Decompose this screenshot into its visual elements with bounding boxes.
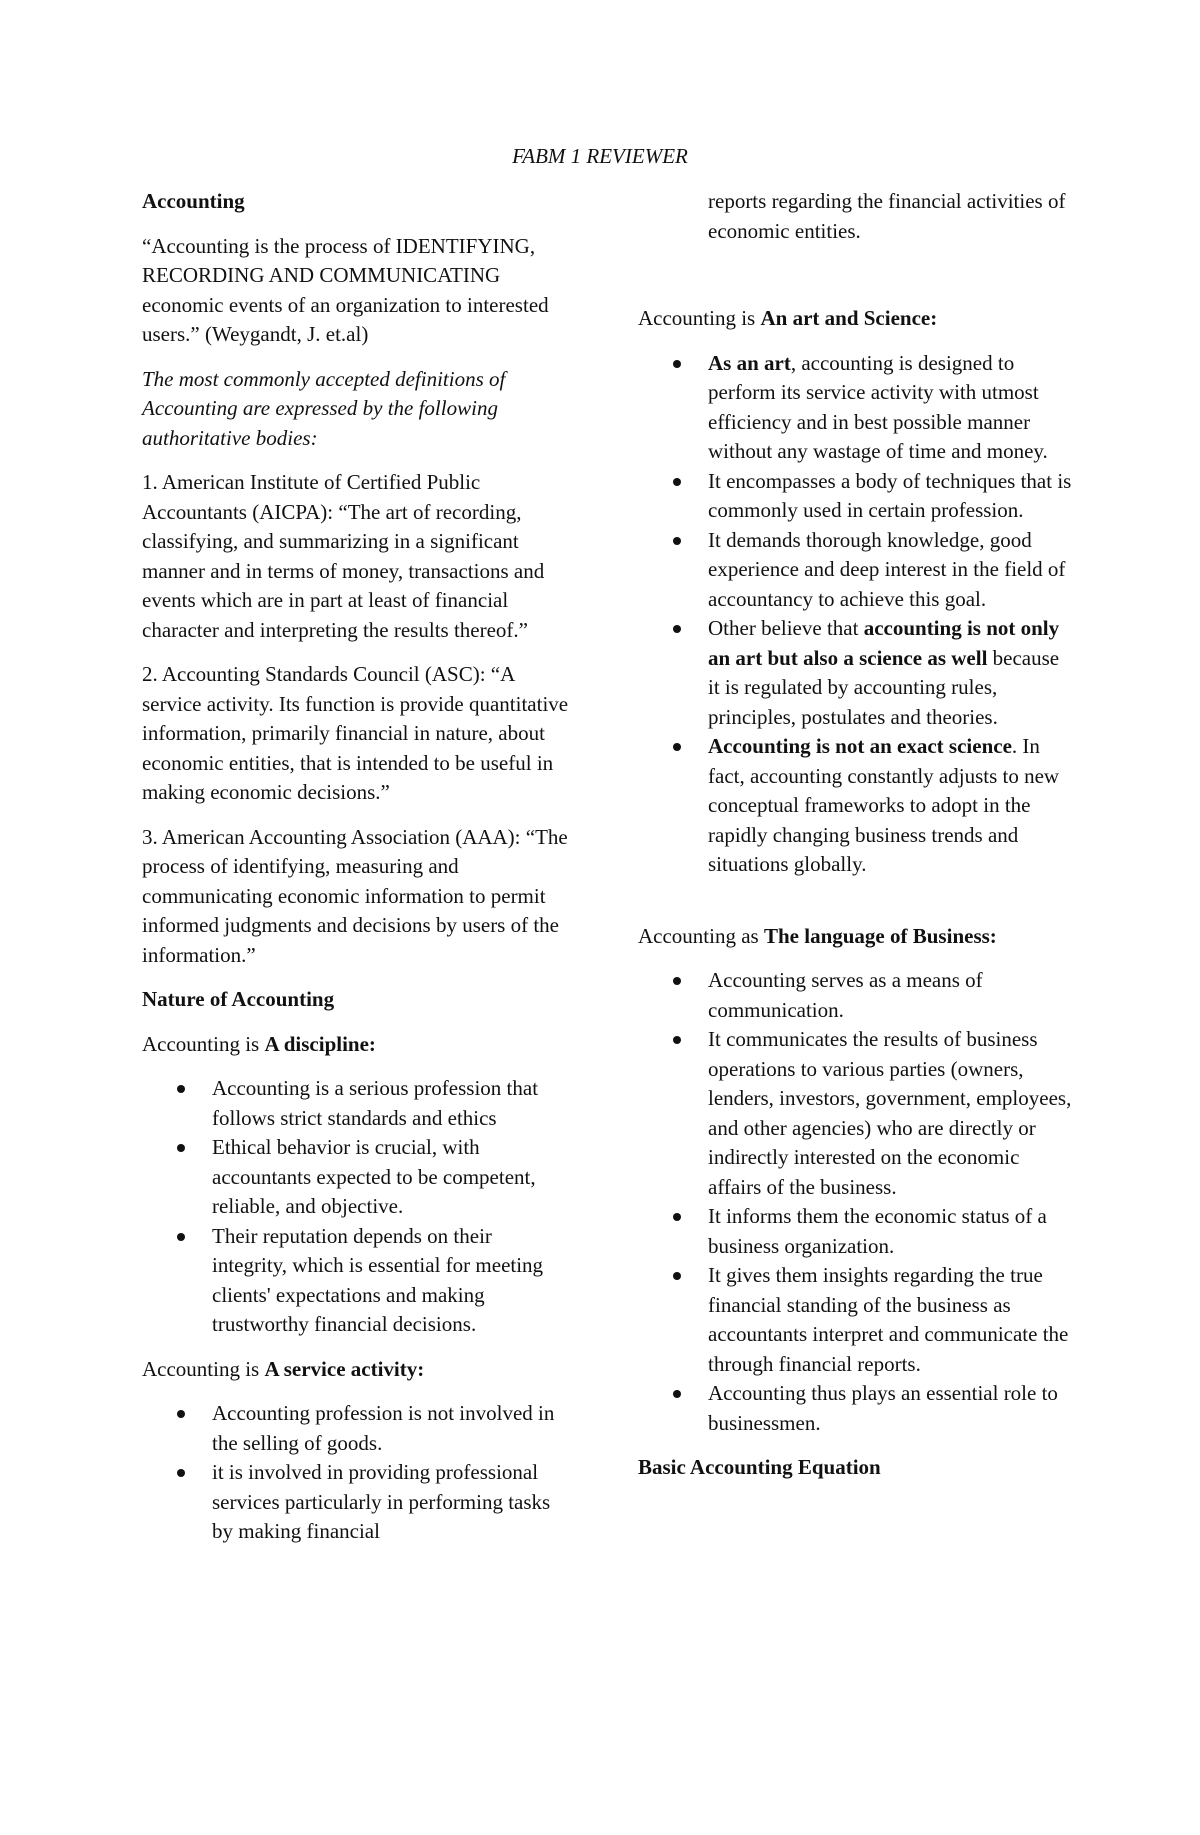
list-item: It communicates the results of business operations to various parties (owners, lenders, investors, government, employees, and other agencies) who are directly or indirectly interested on the economic affairs of the business. <box>638 1025 1073 1202</box>
page-title: FABM 1 REVIEWER <box>512 144 688 168</box>
list-item: Accounting is a serious profession that follows strict standards and ethics <box>142 1074 572 1133</box>
bullet-icon <box>673 1390 681 1398</box>
bullet-icon <box>177 1410 185 1418</box>
list-item: Their reputation depends on their integrity, which is essential for meeting clients' expectations and making trustworthy financial decisions. <box>142 1222 572 1340</box>
bullet-icon <box>673 1272 681 1280</box>
discipline-subheading <box>142 1030 572 1060</box>
art-science-list <box>638 349 1073 880</box>
accounting-definition: “Accounting is the process of IDENTIFYING, RECORDING AND COMMUNICATING economic events of an organization to interested users.” (Weygandt, J. et.al) <box>142 233 549 346</box>
list-item: Accounting thus plays an essential role to businessmen. <box>638 1379 1073 1438</box>
bullet-icon <box>673 743 681 751</box>
bullet-icon <box>673 478 681 486</box>
list-item: It encompasses a body of techniques that is commonly used in certain profession. <box>638 467 1073 526</box>
list-item: It demands thorough knowledge, good experience and deep interest in the field of accountancy to achieve this goal. <box>638 526 1073 615</box>
list-item: Other believe that accounting is not only an art but also a science as well because it is regulated by accounting rules, principles, postulates and theories. <box>638 614 1073 732</box>
bullet-icon <box>673 537 681 545</box>
bullet-icon <box>673 1036 681 1044</box>
language-label: The language of Business: <box>763 923 997 948</box>
accounting-heading: Accounting <box>142 189 245 213</box>
language-prefix: Accounting as <box>638 923 764 948</box>
list-item: It gives them insights regarding the true financial standing of the business as accountants interpret and communicate the through financial reports. <box>638 1261 1073 1379</box>
language-subheading <box>638 922 1073 952</box>
service-prefix: Accounting is <box>142 1356 265 1381</box>
bullet-icon <box>177 1085 185 1093</box>
bullet-icon <box>177 1233 185 1241</box>
bullet-icon <box>673 977 681 985</box>
list-item: Accounting serves as a means of communication. <box>638 966 1073 1025</box>
list-item: Accounting is not an exact science. In fact, accounting constantly adjusts to new conceptual frameworks to adopt in the rapidly changing business trends and situations globally. <box>638 732 1073 880</box>
bullet-icon <box>673 625 681 633</box>
language-list <box>638 966 1073 1438</box>
service-list <box>142 1399 572 1547</box>
definition-aaa: 3. American Accounting Association (AAA): “The process of identifying, measuring and communicating economic information to permit informed judgments and decisions by users of the information.” <box>142 824 568 967</box>
list-item: Ethical behavior is crucial, with accountants expected to be competent, reliable, and objective. <box>142 1133 572 1222</box>
equation-heading: Basic Accounting Equation <box>638 1455 881 1479</box>
list-item: Accounting profession is not involved in the selling of goods. <box>142 1399 572 1458</box>
bullet-icon <box>673 360 681 368</box>
art-science-subheading <box>638 304 1073 334</box>
definition-asc: 2. Accounting Standards Council (ASC): “A service activity. Its function is provide quantitative information, primarily financial in nature, about economic entities, that is intended to be useful in making economic decisions.” <box>142 662 569 804</box>
art-science-prefix: Accounting is <box>638 306 761 330</box>
discipline-prefix: Accounting is <box>142 1031 265 1056</box>
discipline-list <box>142 1074 572 1340</box>
nature-heading: Nature of Accounting <box>142 987 335 1011</box>
list-item: As an art, accounting is designed to perform its service activity with utmost efficiency and in best possible manner without any wastage of time and money. <box>638 349 1073 467</box>
definition-aicpa: 1. American Institute of Certified Public Accountants (AICPA): “The art of recording, classifying, and summarizing in a significant manner and in terms of money, transactions and events which are in part at least of financial character and interpreting the results thereof.” <box>142 470 545 642</box>
art-science-label: An art and Science: <box>760 306 938 330</box>
bullet-icon <box>177 1144 185 1152</box>
right-column <box>638 304 1073 1483</box>
right-column-continuation <box>708 187 1073 246</box>
left-column <box>142 187 572 1562</box>
service-subheading <box>142 1355 572 1385</box>
bullet-icon <box>673 1213 681 1221</box>
bodies-intro: The most commonly accepted definitions of Accounting are expressed by the following authoritative bodies: <box>142 366 506 450</box>
list-item: it is involved in providing professional services particularly in performing tasks by making financial <box>142 1458 572 1547</box>
continued-bullet-text: reports regarding the financial activities of economic entities. <box>708 189 1066 243</box>
bullet-icon <box>177 1469 185 1477</box>
service-label: A service activity: <box>264 1356 425 1381</box>
discipline-label: A discipline: <box>264 1031 376 1056</box>
list-item: It informs them the economic status of a business organization. <box>638 1202 1073 1261</box>
